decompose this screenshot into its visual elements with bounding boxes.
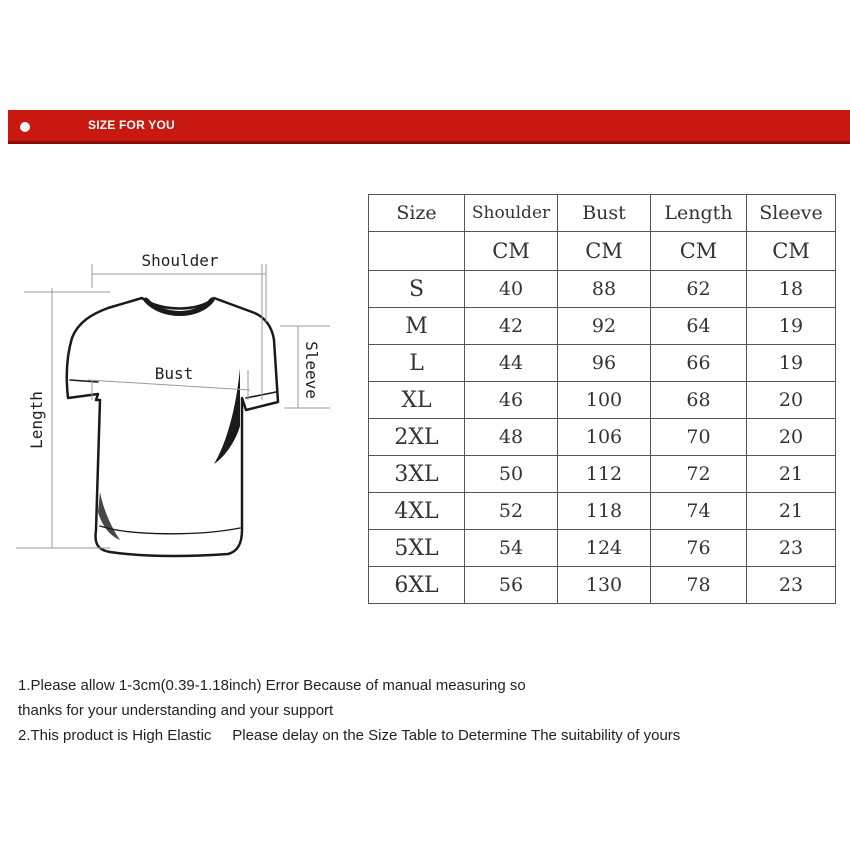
bust-cell: 130 (558, 567, 651, 604)
shoulder-cell: 50 (465, 456, 558, 493)
size-cell: L (369, 345, 465, 382)
note-line-3: 2.This product is High Elastic Please delay on the Size Table to Determine The suitability of yours (18, 727, 681, 744)
sleeve-cell: 23 (747, 530, 836, 567)
bust-cell: 124 (558, 530, 651, 567)
size-cell: 5XL (369, 530, 465, 567)
bust-cell: 100 (558, 382, 651, 419)
length-cell: 74 (651, 493, 747, 530)
sleeve-cell: 23 (747, 567, 836, 604)
table-row (369, 345, 836, 382)
size-cell: 3XL (369, 456, 465, 493)
sleeve-label: Sleeve (302, 341, 321, 399)
length-label: Length (27, 391, 46, 449)
sleeve-cell: 20 (747, 419, 836, 456)
table-row (369, 493, 836, 530)
length-cell: 68 (651, 382, 747, 419)
table-row (369, 271, 836, 308)
sleeve-cell: 19 (747, 308, 836, 345)
header-length: Length (651, 195, 747, 232)
length-cell: 78 (651, 567, 747, 604)
table-header-row (369, 195, 836, 232)
size-cell: M (369, 308, 465, 345)
length-cell: 66 (651, 345, 747, 382)
sleeve-cell: 18 (747, 271, 836, 308)
table-row (369, 530, 836, 567)
shoulder-cell: 40 (465, 271, 558, 308)
size-cell: 6XL (369, 567, 465, 604)
table-row (369, 419, 836, 456)
shoulder-label: Shoulder (141, 251, 219, 270)
length-cell: 64 (651, 308, 747, 345)
units-row (369, 232, 836, 271)
shoulder-cell: 56 (465, 567, 558, 604)
header-shoulder: Shoulder (465, 195, 558, 232)
size-cell: XL (369, 382, 465, 419)
length-cell: 76 (651, 530, 747, 567)
size-cell: 4XL (369, 493, 465, 530)
shoulder-cell: 42 (465, 308, 558, 345)
sleeve-cell: 21 (747, 493, 836, 530)
bust-cell: 106 (558, 419, 651, 456)
unit-cell: CM (558, 232, 651, 271)
shoulder-cell: 46 (465, 382, 558, 419)
tshirt-diagram (0, 230, 340, 590)
shoulder-cell: 44 (465, 345, 558, 382)
bust-cell: 92 (558, 308, 651, 345)
size-cell: S (369, 271, 465, 308)
unit-cell: CM (465, 232, 558, 271)
unit-cell: CM (651, 232, 747, 271)
bullet-icon (20, 122, 30, 132)
shoulder-cell: 48 (465, 419, 558, 456)
table-row (369, 382, 836, 419)
note-line-2: thanks for your understanding and your support (18, 702, 334, 719)
size-cell: 2XL (369, 419, 465, 456)
size-banner (8, 110, 850, 144)
note-line-1: 1.Please allow 1-3cm(0.39-1.18inch) Error Because of manual measuring so (18, 677, 526, 694)
shoulder-cell: 52 (465, 493, 558, 530)
sleeve-cell: 19 (747, 345, 836, 382)
bust-cell: 118 (558, 493, 651, 530)
header-bust: Bust (558, 195, 651, 232)
table-row (369, 308, 836, 345)
length-cell: 70 (651, 419, 747, 456)
length-cell: 62 (651, 271, 747, 308)
header-sleeve: Sleeve (747, 195, 836, 232)
banner-title: SIZE FOR YOU (88, 118, 175, 132)
length-cell: 72 (651, 456, 747, 493)
bust-cell: 88 (558, 271, 651, 308)
sleeve-cell: 20 (747, 382, 836, 419)
unit-cell: CM (747, 232, 836, 271)
bust-cell: 96 (558, 345, 651, 382)
sleeve-cell: 21 (747, 456, 836, 493)
shoulder-cell: 54 (465, 530, 558, 567)
bust-cell: 112 (558, 456, 651, 493)
bust-label: Bust (154, 364, 194, 383)
size-notes (18, 673, 680, 748)
table-row (369, 567, 836, 604)
header-size: Size (369, 195, 465, 232)
table-row (369, 456, 836, 493)
size-chart-table (368, 194, 836, 604)
unit-cell (369, 232, 465, 271)
